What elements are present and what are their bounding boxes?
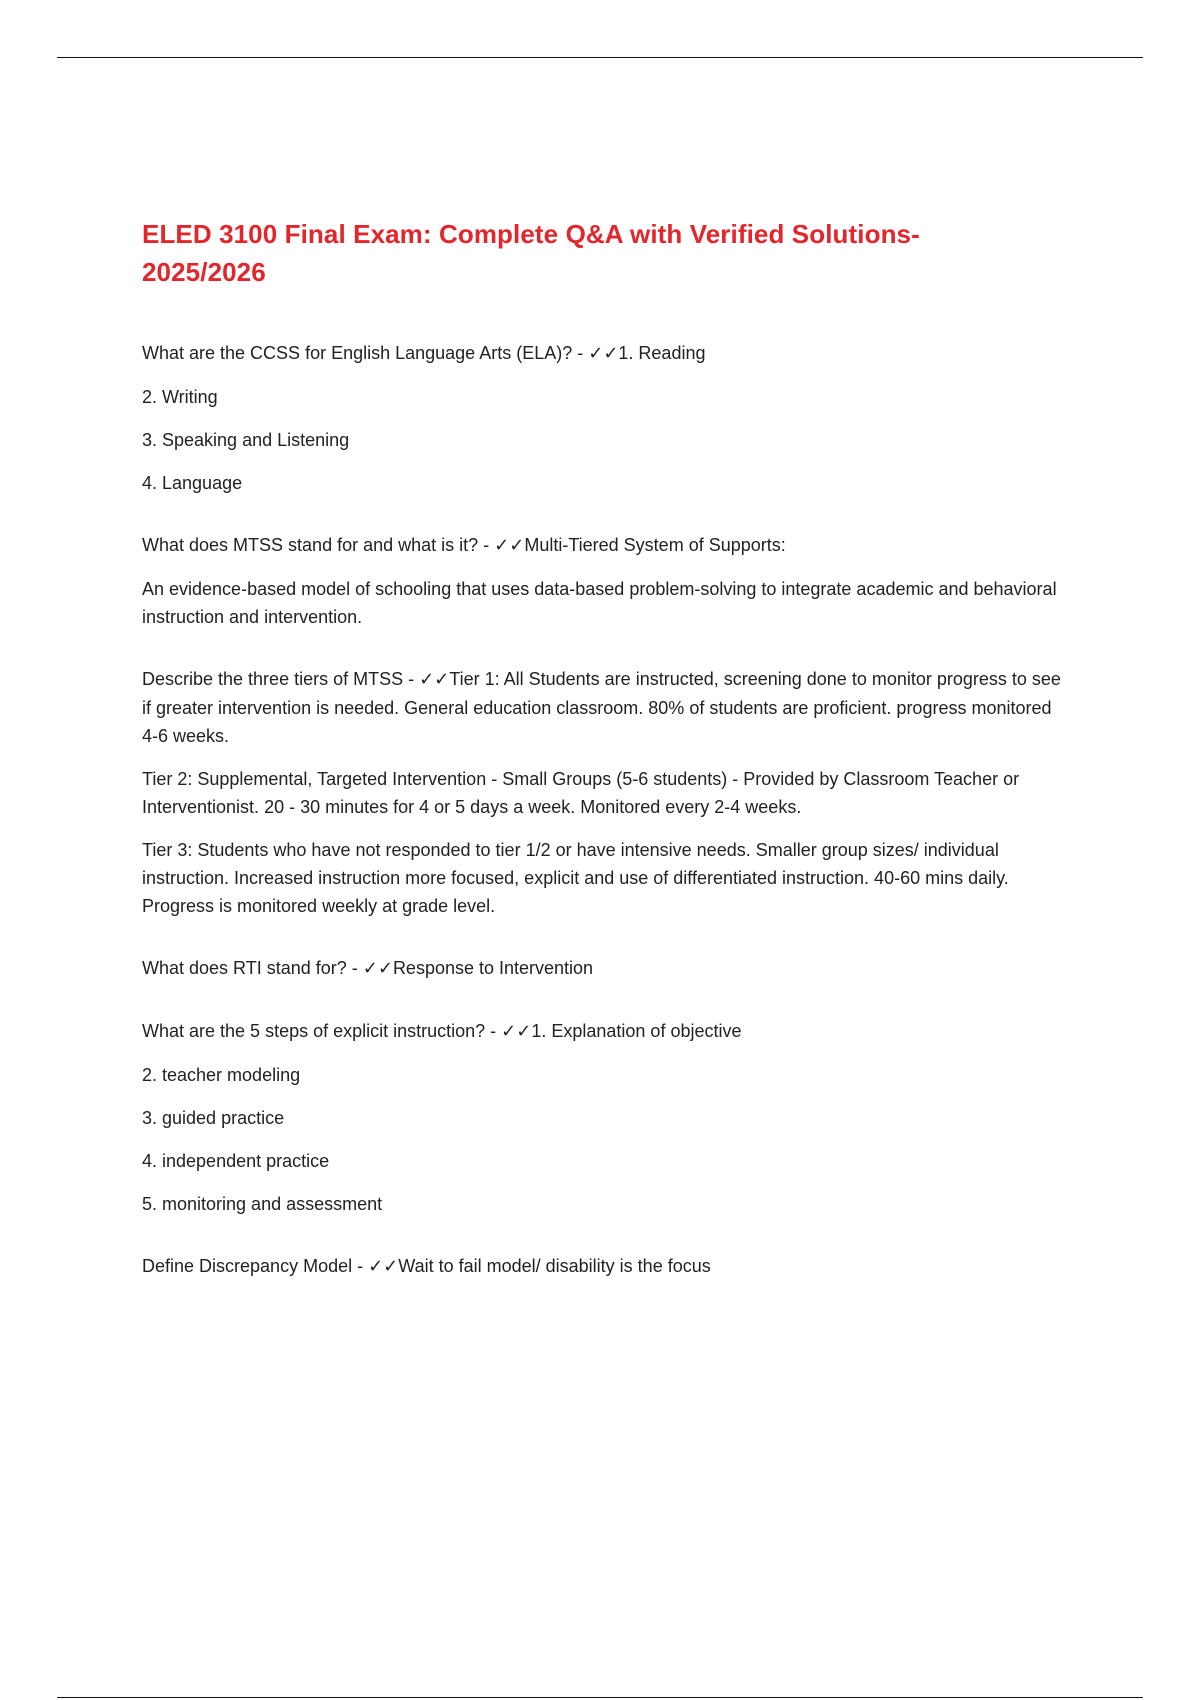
qa-item xyxy=(142,1252,1062,1281)
answer-line: 2. Writing xyxy=(142,387,218,407)
header-rule xyxy=(57,57,1143,58)
question-text: What are the 5 steps of explicit instruction? - xyxy=(142,1021,502,1041)
question-text: Describe the three tiers of MTSS - xyxy=(142,669,420,689)
document-content xyxy=(142,215,1062,1315)
qa-item xyxy=(142,339,1062,497)
double-check-icon: ✓✓ xyxy=(368,1256,399,1277)
title-line-2: 2025/2026 xyxy=(142,257,266,287)
answer-line: 2. teacher modeling xyxy=(142,1065,301,1085)
qa-question-line xyxy=(142,1017,1062,1046)
question-text: What does MTSS stand for and what is it? - xyxy=(142,535,495,555)
question-text: Define Discrepancy Model - xyxy=(142,1256,369,1276)
qa-question-line xyxy=(142,531,1062,560)
qa-item xyxy=(142,954,1062,983)
answer-line: Tier 2: Supplemental, Targeted Intervention - Small Groups (5-6 students) - Provided by Classroom Teacher or Interventionist. 20 - 30 minutes for 4 or 5 days a week. Monitored every 2-4 weeks. xyxy=(142,769,1020,817)
question-text: What are the CCSS for English Language Arts (ELA)? - xyxy=(142,343,589,363)
answer-line: 5. monitoring and assessment xyxy=(142,1194,383,1214)
answer-text: Wait to fail model/ disability is the focus xyxy=(398,1256,711,1276)
qa-question-line xyxy=(142,339,1062,368)
answer-line: An evidence-based model of schooling that uses data-based problem-solving to integrate academic and behavioral instruction and intervention. xyxy=(142,579,1057,627)
double-check-icon: ✓✓ xyxy=(588,343,619,364)
qa-item xyxy=(142,1017,1062,1218)
double-check-icon: ✓✓ xyxy=(494,535,525,556)
answer-text: Tier 1: All Students are instructed, screening done to monitor progress to see if greater intervention is needed. General education classroom. 80% of students are proficient. progress monitored 4-6 weeks. xyxy=(142,669,1061,746)
qa-question-line xyxy=(142,1252,1062,1281)
answer-line: 4. Language xyxy=(142,473,243,493)
footer-rule xyxy=(57,1697,1143,1698)
document-title xyxy=(142,215,1062,291)
qa-question-line xyxy=(142,665,1062,750)
qa-question-line xyxy=(142,954,1062,983)
question-text: What does RTI stand for? - xyxy=(142,958,363,978)
answer-text: Multi-Tiered System of Supports: xyxy=(524,535,786,555)
answer-line: 4. independent practice xyxy=(142,1151,330,1171)
answer-line: 3. guided practice xyxy=(142,1108,285,1128)
title-line-1: ELED 3100 Final Exam: Complete Q&A with Verified Solutions- xyxy=(142,219,920,249)
answer-text: Response to Intervention xyxy=(392,958,594,978)
answer-line: 3. Speaking and Listening xyxy=(142,430,350,450)
double-check-icon: ✓✓ xyxy=(362,958,393,979)
qa-item xyxy=(142,665,1062,920)
double-check-icon: ✓✓ xyxy=(419,669,450,690)
double-check-icon: ✓✓ xyxy=(501,1021,532,1042)
qa-list xyxy=(142,339,1062,1281)
qa-item xyxy=(142,531,1062,631)
answer-text: 1. Explanation of objective xyxy=(531,1021,742,1041)
answer-line: Tier 3: Students who have not responded to tier 1/2 or have intensive needs. Smaller group sizes/ individual instruction. Increased instruction more focused, explicit and use of differentiated instruction. 40-60 mins daily. Progress is monitored weekly at grade level. xyxy=(142,840,1009,916)
answer-text: 1. Reading xyxy=(618,343,706,363)
